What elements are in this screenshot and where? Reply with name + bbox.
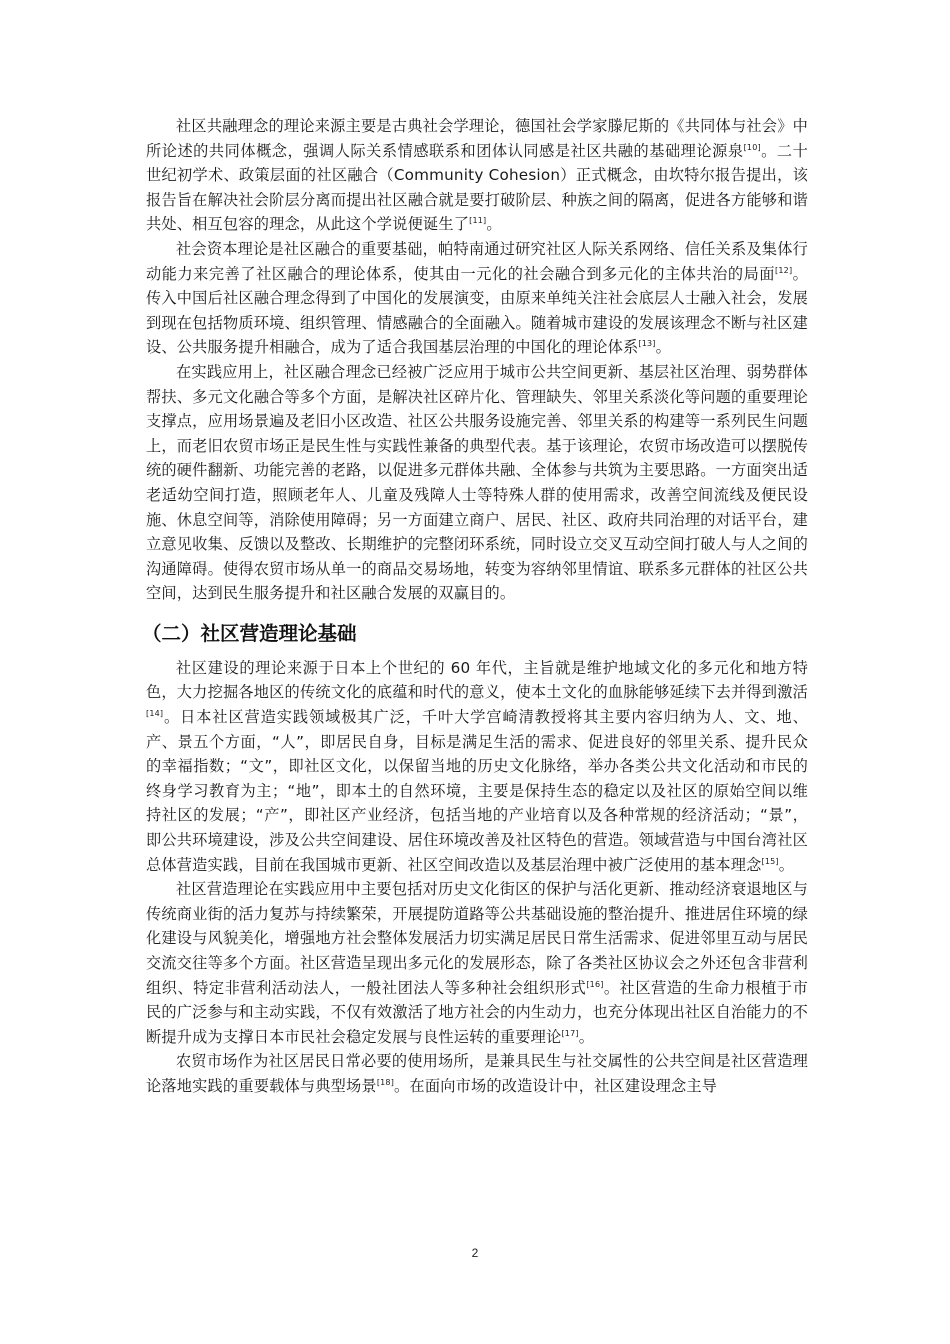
citation-ref: [14]: [146, 709, 164, 719]
text-segment: 农贸市场作为社区居民日常必要的使用场所，是兼具民生与社交属性的公共空间是社区营造理论落地实践的重要载体与典型场景: [146, 1052, 808, 1095]
paragraph: [146, 237, 808, 360]
citation-ref: [17]: [561, 1028, 579, 1038]
section-heading: （二）社区营造理论基础: [142, 621, 357, 645]
citation-ref: [16]: [586, 979, 604, 989]
section-intro-paragraphs: [146, 114, 808, 606]
citation-ref: [18]: [376, 1077, 395, 1087]
page-number: 2: [471, 1246, 479, 1260]
text-segment: 。: [578, 1027, 595, 1046]
text-segment: 。在面向市场的改造设计中，社区建设理念主导: [394, 1076, 718, 1095]
citation-ref: [10]: [743, 142, 761, 152]
paragraph: [146, 656, 808, 877]
text-segment: 。二十世纪初学术、政策层面的社区融合（Community Cohesion）正式概念，由坎特尔报告提出，该报告旨在解决社会阶层分离而提出社区融合就是要打破阶层、种族之间的隔离，促进各方能够和谐共处、相互包容的理念，从此这个学说便诞生了: [146, 141, 808, 234]
citation-ref: [15]: [761, 856, 779, 866]
citation-ref: [12]: [775, 265, 793, 275]
paragraph: [146, 877, 808, 1049]
citation-ref: [13]: [638, 339, 656, 349]
text-segment: 。社区营造的生命力根植于市民的广泛参与和主动实践，不仅有效激活了地方社会的内生动力，也充分体现出社区自治能力的不断提升成为支撑日本市民社会稳定发展与良性运转的重要理论: [146, 978, 808, 1046]
text-segment: 。日本社区营造实践领域极其广泛，千叶大学宫崎清教授将其主要内容归纳为人、文、地、产、景五个方面，“人”，即居民自身，目标是满足生活的需求、促进良好的邻里关系、提升民众的幸福指数；“文”，即社区文化，以保留当地的历史文化脉络，举办各类公共文化活动和市民的终身学习教育为主；“地”，即本土的自然环境，主要是保持生态的稳定以及社区的原始空间以维持社区的发展；“产”，即社区产业经济，包括当地的产业培育以及各种常规的经济活动；“景”，即公共环境建设，涉及公共空间建设、居住环境改善及社区特色的营造。领域营造与中国台湾社区总体营造实践，目前在我国城市更新、社区空间改造以及基层治理中被广泛使用的基本理念: [146, 708, 808, 874]
text-segment: 社区共融理念的理论来源主要是古典社会学理论，德国社会学家滕尼斯的《共同体与社会》中所论述的共同体概念，强调人际关系情感联系和团体认同感是社区共融的基础理论源泉: [146, 117, 808, 160]
paragraph: [146, 360, 808, 606]
body-text: [142, 114, 809, 1099]
text-segment: 社区营造理论在实践应用中主要包括对历史文化街区的保护与活化更新、推动经济衰退地区与传统商业街的活力复苏与持续繁荣，开展提防道路等公共基础设施的整治提升、推进居住环境的绿化建设与风貌美化，增强地方社会整体发展活力切实满足居民日常生活需求、促进邻里互动与居民交流交往等多个方面。社区营造呈现出多元化的发展形态，除了各类社区协议会之外还包含非营利组织、特定非营利活动法人，一般社团法人等多种社会组织形式: [146, 880, 808, 997]
text-segment: 。: [486, 215, 502, 234]
text-segment: 。: [655, 338, 672, 357]
text-segment: 。: [778, 855, 795, 874]
text-segment: 在实践应用上，社区融合理念已经被广泛应用于城市公共空间更新、基层社区治理、弱势群体帮扶、多元文化融合等多个方面，是解决社区碎片化、管理缺失、邻里关系淡化等问题的重要理论支撑点，应用场景遍及老旧小区改造、社区公共服务设施完善、邻里关系的构建等一系列民生问题上，而老旧农贸市场正是民生性与实践性兼备的典型代表。基于该理论，农贸市场改造可以摆脱传统的硬件翻新、功能完善的老路，以促进多元群体共融、全体参与共筑为主要思路。一方面突出适老适幼空间打造，照顾老年人、儿童及残障人士等特殊人群的使用需求，改善空间流线及便民设施、休息空间等，消除使用障碍；另一方面建立商户、居民、社区、政府共同治理的对话平台，建立意见收集、反馈以及整改、长期维护的完整闭环系统，同时设立交叉互动空间打破人与人之间的沟通障碍。使得农贸市场从单一的商品交易场地，转变为容纳邻里情谊、联系多元群体的社区公共空间，达到民生服务提升和社区融合发展的双赢目的。: [146, 362, 808, 603]
text-segment: 社会资本理论是社区融合的重要基础，帕特南通过研究社区人际关系网络、信任关系及集体行动能力来完善了社区融合的理论体系，使其由一元化的社会融合到多元化的主体共治的局面: [146, 239, 808, 283]
text-segment: 社区建设的理论来源于日本上个世纪的 60 年代，主旨就是维护地域文化的多元化和地方特色，大力挖掘各地区的传统文化的底蕴和时代的意义，使本土文化的血脉能够延续下去并得到激活: [146, 658, 808, 702]
text-segment: 。传入中国后社区融合理念得到了中国化的发展演变，由原来单纯关注社会底层人士融入社会，发展到现在包括物质环境、组织管理、情感融合的全面融入。随着城市建设的发展该理念不断与社区建设、公共服务提升相融合，成为了适合我国基层治理的中国化的理论体系: [146, 264, 809, 357]
citation-ref: [11]: [469, 216, 487, 226]
paragraph: [146, 1049, 808, 1098]
paragraph: [146, 114, 808, 237]
section-body-paragraphs: [146, 656, 808, 1099]
